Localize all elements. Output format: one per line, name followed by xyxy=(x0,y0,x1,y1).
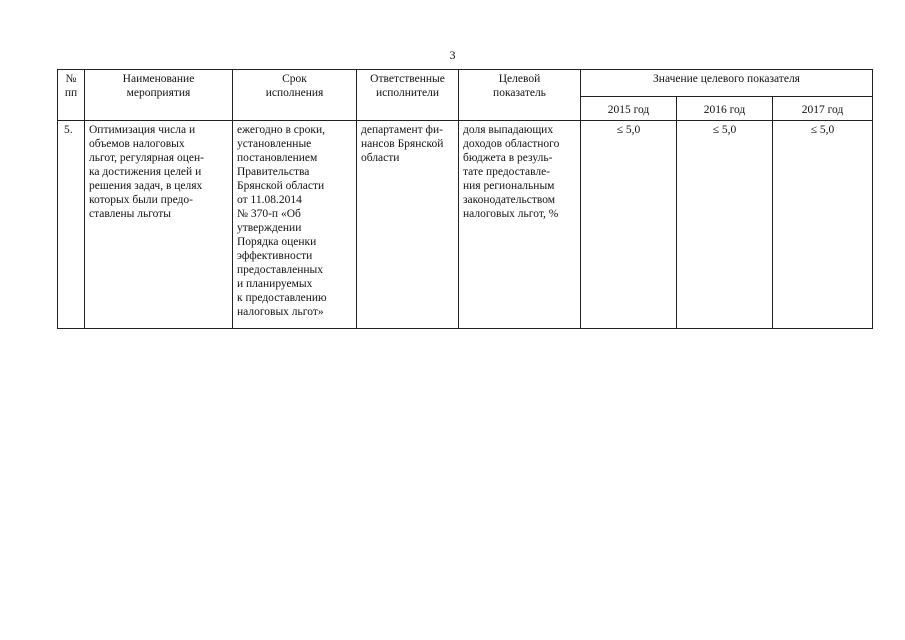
row-target-indicator: доля выпадающих доходов областного бюджета в резуль- тате предоставле- ния региональным законодательством налоговых льгот, % xyxy=(459,121,581,329)
header-deadline: Срок исполнения xyxy=(233,70,357,121)
row-responsible: департамент фи- нансов Брянской области xyxy=(357,121,459,329)
header-year-2017: 2017 год xyxy=(773,97,873,121)
row-deadline: ежегодно в сроки, установленные постановлением Правительства Брянской области от 11.08.2014 № 370-п «Об утверждении Порядка оценки эффективности предоставленных и планируемых к предоставлению налоговых льгот» xyxy=(233,121,357,329)
table-row xyxy=(58,121,873,329)
page-number: 3 xyxy=(449,48,456,62)
row-event-name: Оптимизация числа и объемов налоговых льгот, регулярная оцен- ка достижения целей и решения задач, в целях которых были предо- ставлены льготы xyxy=(85,121,233,329)
header-event-name: Наименование мероприятия xyxy=(85,70,233,121)
row-value-2017: ≤ 5,0 xyxy=(773,121,873,329)
row-value-2016: ≤ 5,0 xyxy=(677,121,773,329)
header-target-value-group: Значение целевого показателя xyxy=(581,70,873,97)
header-responsible: Ответственные исполнители xyxy=(357,70,459,121)
header-target-indicator: Целевой показатель xyxy=(459,70,581,121)
row-num: 5. xyxy=(58,121,85,329)
header-num: № пп xyxy=(58,70,85,121)
header-year-2016: 2016 год xyxy=(677,97,773,121)
target-indicators-table xyxy=(57,69,873,329)
header-year-2015: 2015 год xyxy=(581,97,677,121)
row-value-2015: ≤ 5,0 xyxy=(581,121,677,329)
header-row xyxy=(58,70,873,97)
